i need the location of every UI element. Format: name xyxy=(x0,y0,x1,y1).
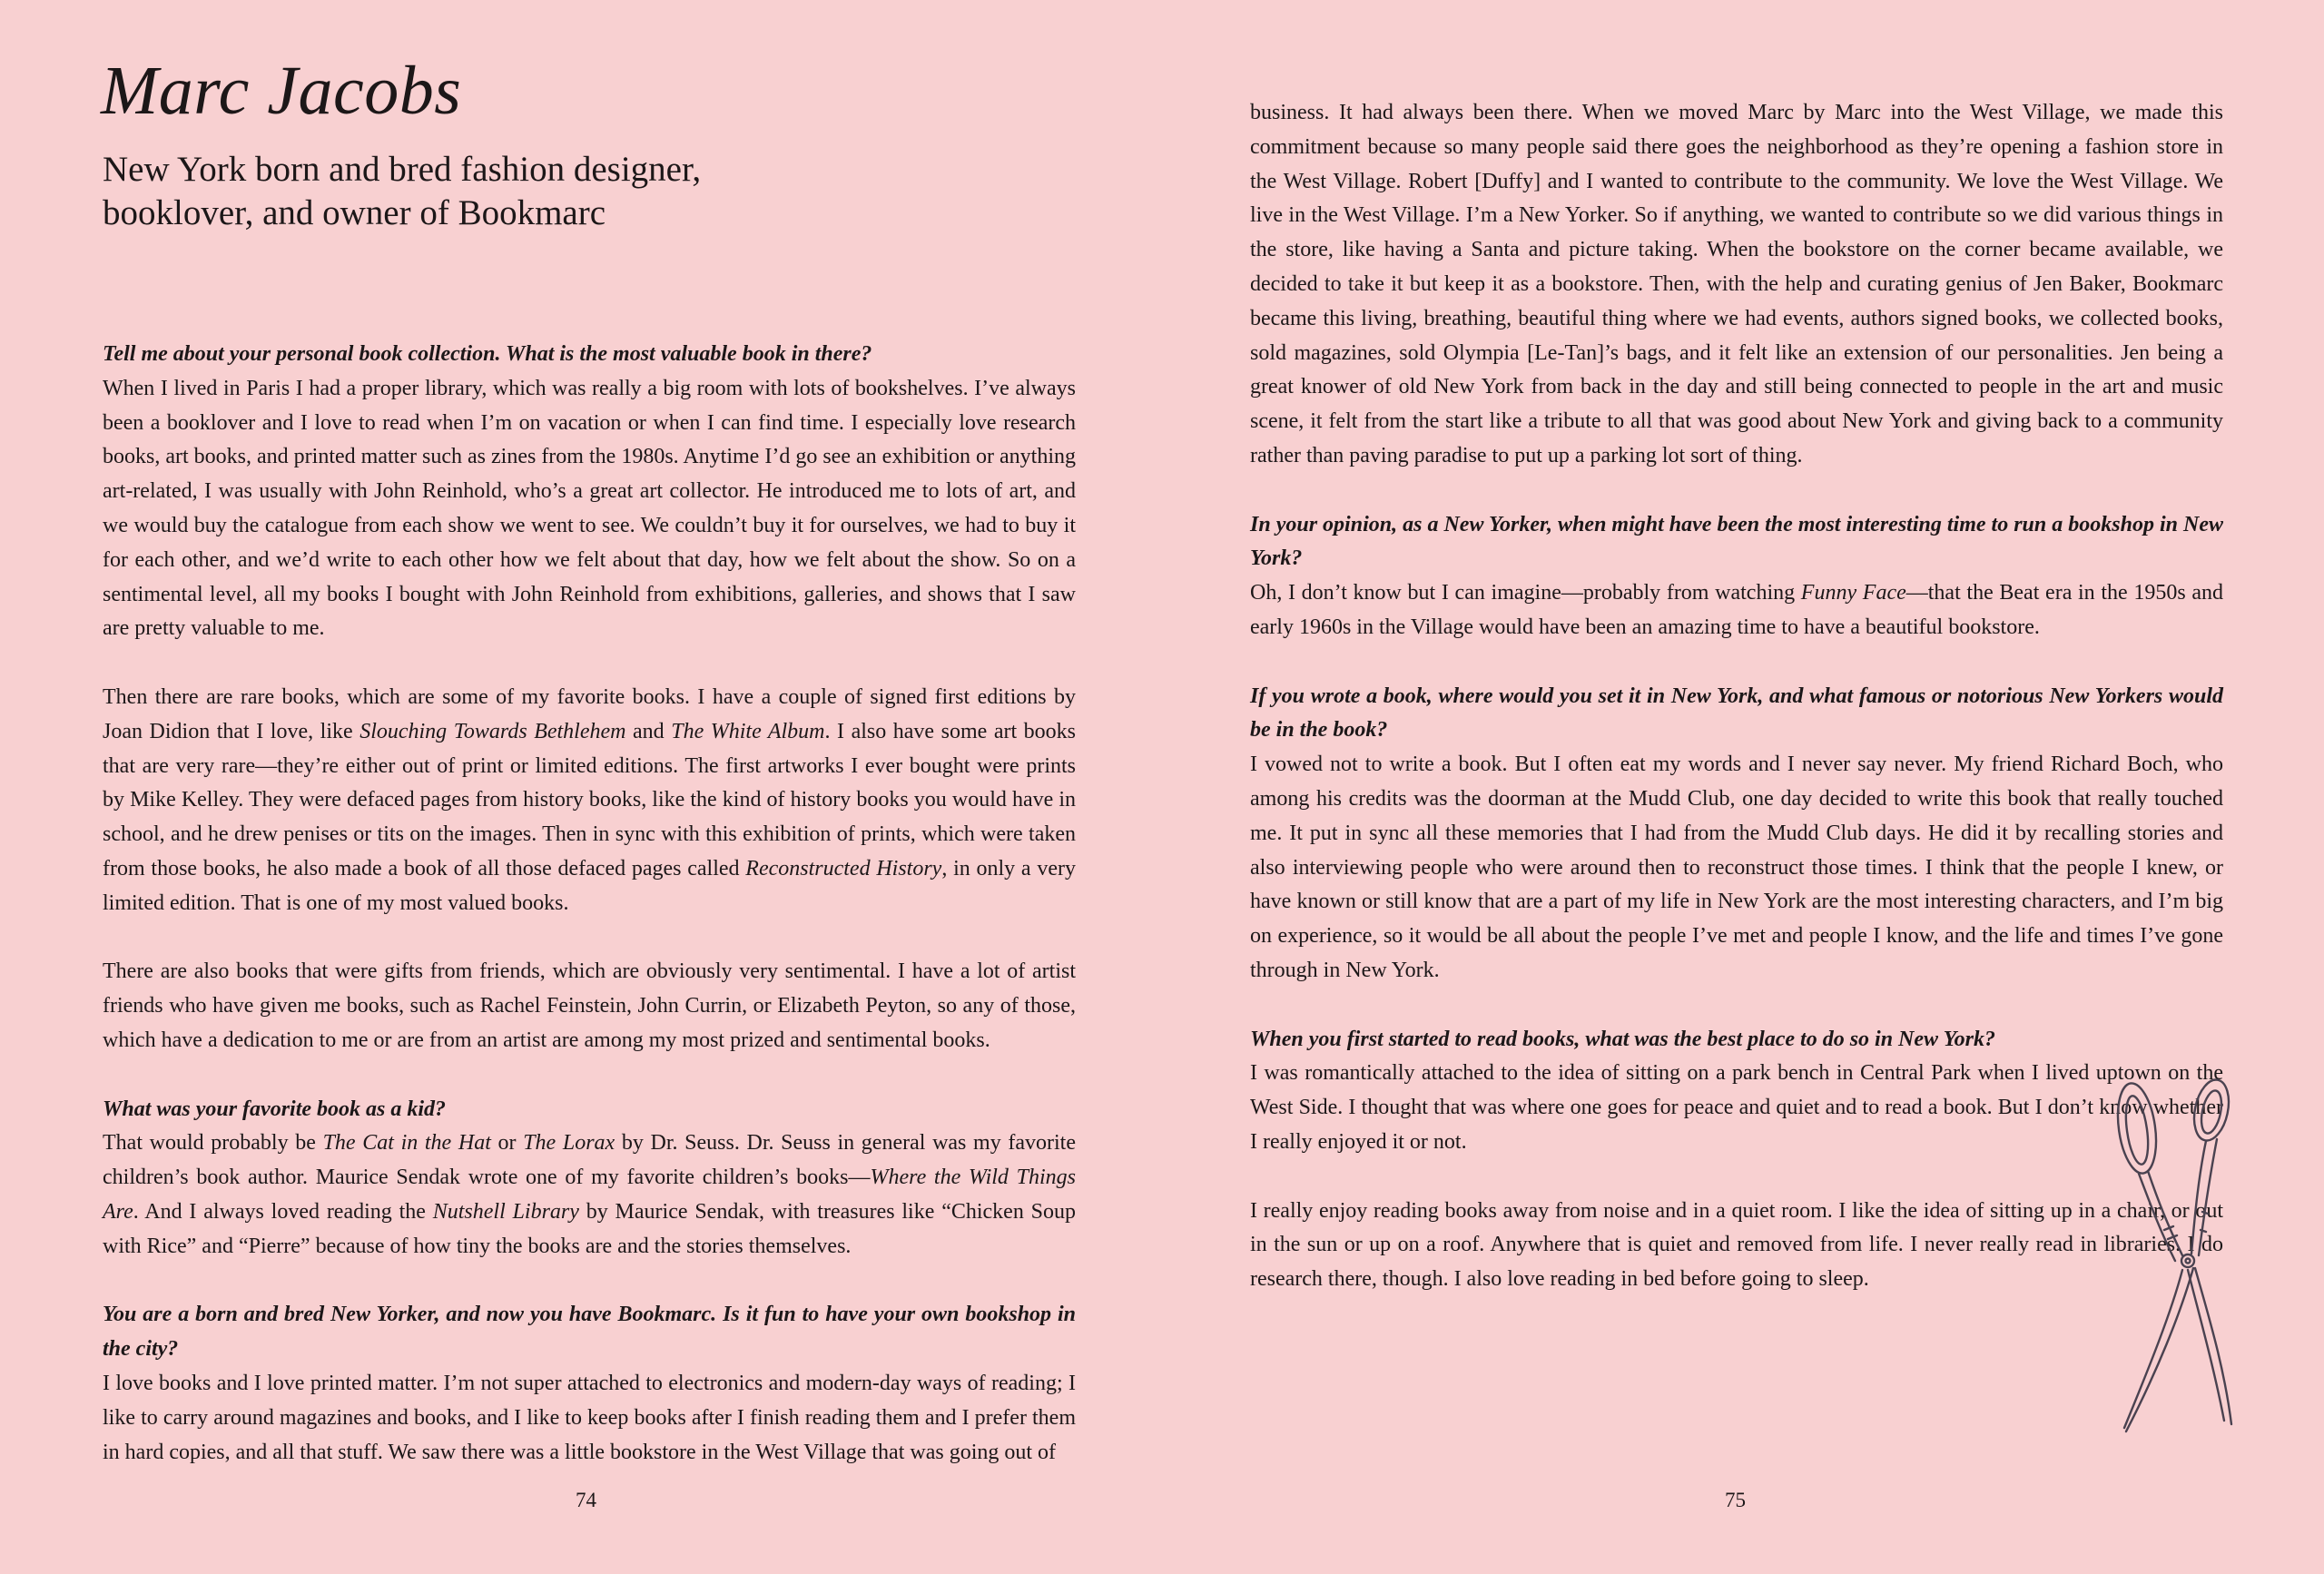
right-text-column xyxy=(1250,96,2223,1297)
answer-6-paragraph-2: I really enjoy reading books away from noise and in a quiet room. I like the idea of sitting up in a chair, or out in the sun or up on a roof. Anywhere that is quiet and removed from life. I never really read in libraries. I do research there, though. I also love reading in bed before going to sleep. xyxy=(1250,1198,2223,1292)
question-4: In your opinion, as a New Yorker, when might have been the most interesting time to run a bookshop in New York? xyxy=(1250,512,2223,571)
answer-1: When I lived in Paris I had a proper library, which was really a big room with lots of bookshelves. I’ve always been a booklover and I love to read when I’m on vacation or when I can find time. I especially love research books, art books, and printed matter such as zines from the 1980s. Anytime I’d go see an exhibition or anything art-related, I was usually with John Reinhold, who’s a great art collector. He introduced me to lots of art, and we would buy the catalogue from each show we went to see. We couldn’t buy it for ourselves, we had to buy it for each other, and we’d write to each other how we felt about that day, how we felt about the show. So on a sentimental level, all my books I bought with John Reinhold from exhibitions, galleries, and shows that I saw are pretty valuable to me. xyxy=(103,376,1076,641)
answer-2: That would probably be The Cat in the Hat or The Lorax by Dr. Seuss. Dr. Seuss in general was my favorite children’s book author. Maurice Sendak wrote one of my favorite children’s books—Where the Wild Things Are. And I always loved reading the Nutshell Library by Maurice Sendak, with treasures like “Chicken Soup with Rice” and “Pierre” because of how tiny the books are and the stories themselves. xyxy=(103,1131,1077,1258)
page-number: 75 xyxy=(1725,1489,1746,1511)
page-number: 74 xyxy=(576,1489,596,1511)
answer-3-continued: business. It had always been there. When we moved Marc by Marc into the West Village, we made this commitment because so many people said there goes the neighborhood as they’re opening a fashion store in the West Village. Robert [Duffy] and I wanted to contribute to the community. We love the West Village. We live in the West Village. I’m a New Yorker. So if anything, we wanted to contribute so we did various things in the store, like having a Santa and picture taking. When the bookstore on the corner became available, we decided to take it but keep it as a bookstore. Then, with the help and curating genius of Jen Baker, Bookmarc became this living, breathing, beautiful thing where we had events, authors signed books, we collected books, sold magazines, sold Olympia [Le-Tan]’s bags, and it felt like an extension of our personalities. Jen being a great knower of old New York from back in the day and still being connected to people in the art and music scene, it felt from the start like a tribute to all that was good about New York and giving back to a community rather than paving paradise to put up a parking lot sort of thing. xyxy=(1250,101,2223,467)
book-title: Where the Wild Things Are xyxy=(103,1166,1076,1224)
subtitle-line-1: New York born and bred fashion designer, xyxy=(103,150,702,189)
answer-6: I was romantically attached to the idea of sitting on a park bench in Central Park when I lived uptown on the West Side. I thought that was where one goes for peace and quiet and to read a book. But I don’t know whether I really enjoyed it or not. xyxy=(1250,1061,2223,1154)
question-1: Tell me about your personal book collection. What is the most valuable book in there? xyxy=(103,342,872,366)
book-title: The Cat in the Hat xyxy=(322,1131,491,1156)
page-subtitle xyxy=(103,148,793,235)
answer-4: Oh, I don’t know but I can imagine—probably from watching Funny Face—that the Beat era in the 1950s and early 1960s in the Village would have been an amazing time to have a beautiful bookstore. xyxy=(1250,581,2224,639)
answer-5: I vowed not to write a book. But I often eat my words and I never say never. My friend Richard Boch, who among his credits was the doorman at the Mudd Club, one day decided to write this book that really touched me. It put in sync all these memories that I had from the Mudd Club days. He did it by recalling stories and also interviewing people who were around then to reconstruct those times. I think that the people I knew, or have known or still know that are a part of my life in New York are the most interesting characters, and I’m big on experience, so it would be all about the people I’ve met and people I know, and the life and times I’ve gone through in New York. xyxy=(1250,753,2223,982)
book-title: Slouching Towards Bethlehem xyxy=(359,719,626,743)
scissors-icon xyxy=(2104,1076,2250,1439)
book-title: Reconstructed History xyxy=(745,856,942,880)
question-3: You are a born and bred New Yorker, and now you have Bookmarc. Is it fun to have your own bookshop in the city? xyxy=(103,1303,1076,1362)
book-title: The White Album xyxy=(671,719,825,743)
answer-3: I love books and I love printed matter. I’m not super attached to electronics and modern-day ways of reading; I like to carry around magazines and books, and I like to keep books after I finish reading them and I prefer them in hard copies, and all that stuff. We saw there was a little bookstore in the West Village that was going out of xyxy=(103,1371,1076,1464)
question-2: What was your favorite book as a kid? xyxy=(103,1097,447,1121)
page-title: Marc Jacobs xyxy=(101,53,462,129)
subtitle-line-2: booklover, and owner of Bookmarc xyxy=(103,193,606,232)
answer-1-paragraph-3: There are also books that were gifts from friends, which are obviously very sentimental. I have a lot of artist friends who have given me books, such as Rachel Feinstein, John Currin, or Elizabeth Peyton, so any of those, which have a dedication to me or are from an artist are among my most prized and sentimental books. xyxy=(103,959,1076,1052)
question-5: If you wrote a book, where would you set it in New York, and what famous or notorious New Yorkers would be in the book? xyxy=(1250,684,2223,743)
book-title: Nutshell Library xyxy=(432,1199,579,1224)
left-text-column xyxy=(103,338,1076,1470)
book-title: The Lorax xyxy=(523,1131,615,1156)
film-title: Funny Face xyxy=(1800,581,1906,605)
question-6: When you first started to read books, what was the best place to do so in New York? xyxy=(1250,1027,1995,1051)
answer-1-paragraph-2: Then there are rare books, which are some of my favorite books. I have a couple of signed first editions by Joan Didion that I love, like Slouching Towards Bethlehem and The White Album. I also have some art books that are very rare—they’re either out of print or limited editions. The first artworks I ever bought were prints by Mike Kelley. They were defaced pages from history books, like the kind of history books you would have in school, and he drew penises or tits on the images. Then in sync with this exhibition of prints, which were taken from those books, he also made a book of all those defaced pages called Reconstructed History, in only a very limited edition. That is one of my most valued books. xyxy=(103,684,1077,915)
